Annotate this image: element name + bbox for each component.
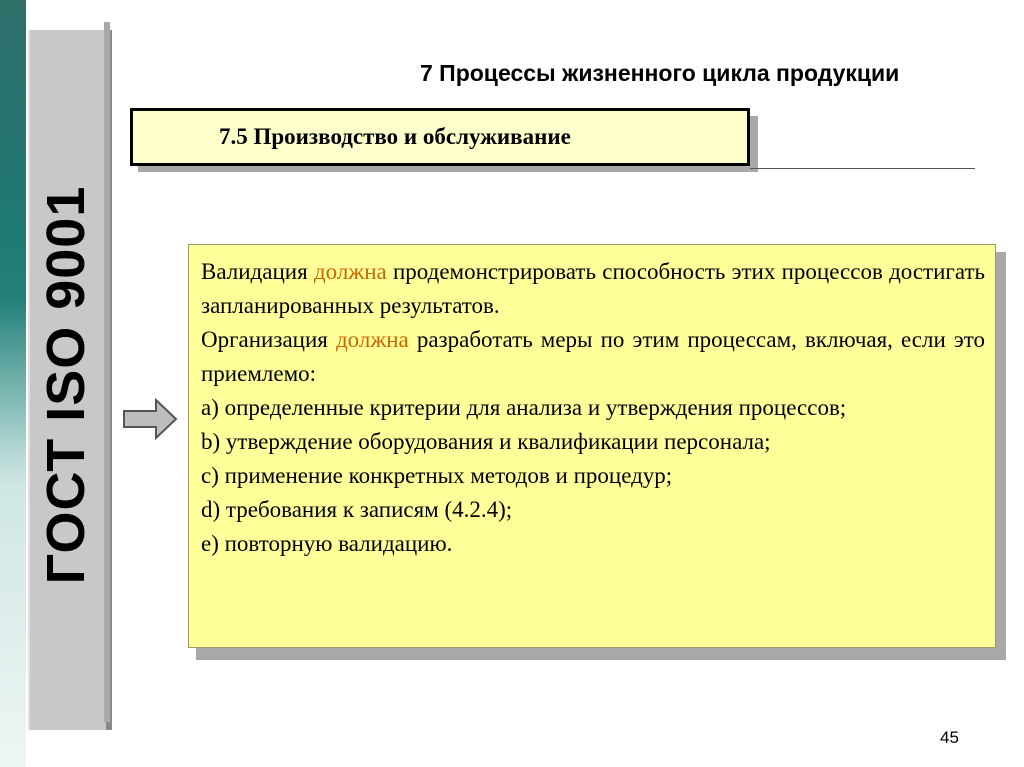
chapter-title: 7 Процессы жизненного цикла продукции: [420, 60, 900, 86]
vertical-standard-label: ГОСТ ISO 9001: [36, 185, 96, 585]
title-underline: [750, 168, 975, 169]
highlight-word: должна: [335, 327, 409, 352]
highlight-word: должна: [313, 259, 387, 284]
side-panel-shadow: [104, 22, 110, 722]
validation-paragraph: Валидация должна продемонстрировать способность этих процессов достигать запланированных результатов.: [201, 259, 985, 318]
content-box: [188, 244, 996, 648]
section-title: 7.5 Производство и обслуживание: [219, 124, 571, 149]
list-item: c) применение конкретных методов и процедур;: [201, 463, 673, 488]
list-item: а) определенные критерии для анализа и утверждения процессов;: [201, 395, 847, 420]
list-item: e) повторную валидацию.: [201, 531, 453, 556]
page-number: 45: [940, 728, 959, 747]
section-title-box: [130, 108, 750, 166]
list-item: d) требования к записям (4.2.4);: [201, 497, 513, 522]
decorative-stripe-fade: [0, 300, 26, 767]
organization-paragraph: Организация должна разработать меры по этим процессам, включая, если это приемлемо:: [201, 327, 985, 386]
list-item: b) утверждение оборудования и квалификации персонала;: [201, 429, 771, 454]
right-arrow-icon: [122, 398, 178, 440]
